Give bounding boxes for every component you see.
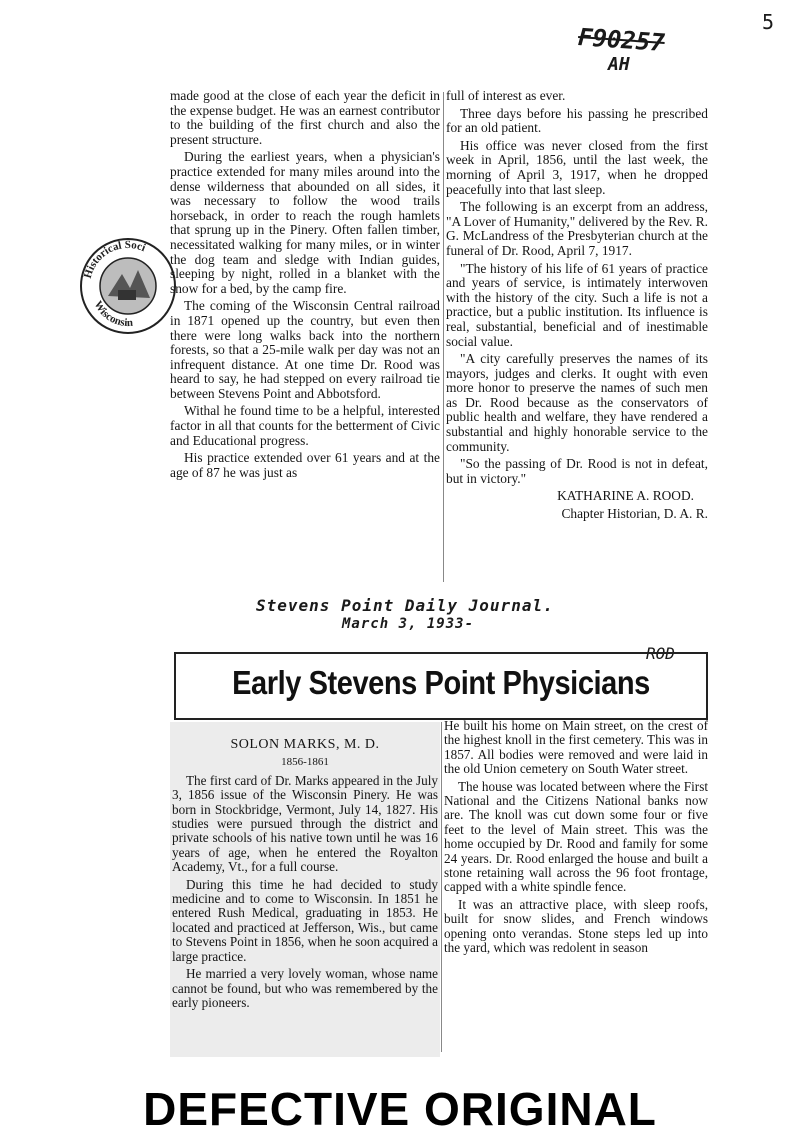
paragraph: The first card of Dr. Marks appeared in the July 3, 1856 issue of the Wisconsin Pinery. He was born in Stockbridge, Vermont, July 14, 1827. His studies were pursued through the district and private schools of his native town until he was 16 years of age, when he entered the Royalton Academy, Vt., for a full course.: [172, 772, 438, 875]
page-title: Early Stevens Point Physicians: [232, 664, 650, 701]
paragraph: During the earliest years, when a physician's practice extended for many miles around into the dense wilderness that abounded on all sides, it was necessary to follow the wood trails horseback, in order to reach the rough hamlets that sprung up in the Pinery. Often fallen timber, necessitated walking for many miles, or in winter the dog team and sledge with Indian guides, sleeping by night, rolled in a blanket with the snow for a bed, by the camp fire.: [170, 149, 440, 296]
paragraph: "The history of his life of 61 years of practice and years of service, is intimately interwoven with the history of the city. Such a life is not a practice, but a public institution. Its influence is real, substantial, beneficial and of inestimable social value.: [446, 260, 708, 349]
paragraph: The coming of the Wisconsin Central railroad in 1871 opened up the country, but even then there were long walks back into the northern forests, so that a 25-mile walk per day was not an infrequent distance. At one time Dr. Rood was heard to say, he had stepped on every railroad tie between Stevens Point and Abbotsford.: [170, 298, 440, 401]
column-divider: [441, 722, 442, 1052]
paragraph: The house was located between where the First National and the Citizens National banks now are. The knoll was cut down some four or five feet to the level of Main street. This was the home occupied by Dr. Rood and family for some 24 years. Dr. Rood enlarged the house and built a stone retaining wall across the 96 foot frontage, capped with a white spindle fence.: [444, 778, 708, 895]
paragraph: He married a very lovely woman, whose name cannot be found, but who was remembered by the early pioneers.: [172, 966, 438, 1010]
paragraph: full of interest as ever.: [446, 88, 566, 103]
rod-note: ROD: [646, 644, 675, 663]
paragraph: His office was never closed from the first week in April, 1856, until the last week, the morning of April 3, 1917, when he dropped peacefully into that last sleep.: [446, 137, 708, 197]
signature-title: Chapter Historian, D. A. R.: [561, 506, 708, 522]
paragraph: The following is an excerpt from an address, "A Lover of Humanity," delivered by the Rev. R. G. McLandress of the Presbyterian church at the funeral of Dr. Rood, April 7, 1917.: [446, 199, 708, 258]
paragraph: "So the passing of Dr. Rood is not in defeat, but in victory.": [446, 456, 708, 486]
article-subhead: SOLON MARKS, M. D.: [230, 737, 380, 752]
svg-text:Historical Soci: Historical Soci: [81, 238, 148, 280]
page-number: 5: [762, 10, 775, 34]
paragraph: His practice extended over 61 years and at the age of 87 he was just as: [170, 450, 440, 480]
paragraph: Three days before his passing he prescribed for an old patient.: [446, 105, 708, 136]
upper-right-column: [446, 89, 708, 525]
paragraph: During this time he had decided to study medicine and to come to Wisconsin. In 1851 he entered Rush Medical, graduating in 1853. He located and practiced at Jefferson, Wis., but came to Stevens Point in 1856, when he soon acquired a large practice.: [172, 876, 438, 964]
paragraph: It was an attractive place, with sleep roofs, built for snow slides, and French windows opening onto verandas. Stone steps led up into the yard, which was redolent in season: [444, 896, 708, 956]
paragraph: He built his home on Main street, on the crest of the highest knoll in the first cemetery. This was in 1857. All bodies were removed and were laid in the old Union cemetery on South Water street.: [444, 718, 708, 777]
source-note-line2: March 3, 1933-: [342, 616, 475, 632]
defective-original-stamp: DEFECTIVE ORIGINAL: [143, 1083, 657, 1135]
upper-left-column: [170, 89, 440, 483]
source-note-line1: Stevens Point Daily Journal.: [256, 596, 554, 615]
signature-name: KATHARINE A. ROOD.: [557, 488, 694, 504]
lower-left-column: [172, 738, 438, 1013]
paragraph: Withal he found time to be a helpful, interested factor in all that counts for the betterment of Civic and Educational progress.: [170, 403, 440, 448]
catalog-number: F90257: [577, 23, 666, 57]
seal-icon: [78, 236, 178, 336]
paragraph: "A city carefully preserves the names of its mayors, judges and clerks. It ought with even more honor to preserve the names of such men as Dr. Rood because as the conservators of public health and welfare, they have rendered a substantial and highly honorable service to the community.: [446, 351, 708, 454]
svg-text:Wisconsin: Wisconsin: [91, 298, 134, 330]
paragraph: made good at the close of each year the deficit in the expense budget. He was an earnest contributor to the building of the first church and also the present structure.: [170, 88, 440, 147]
lower-right-column: [444, 719, 708, 959]
column-divider: [443, 92, 444, 582]
historical-society-stamp: [78, 236, 178, 336]
article-dates: 1856-1861: [281, 756, 329, 769]
catalog-sub: AH: [608, 54, 630, 75]
